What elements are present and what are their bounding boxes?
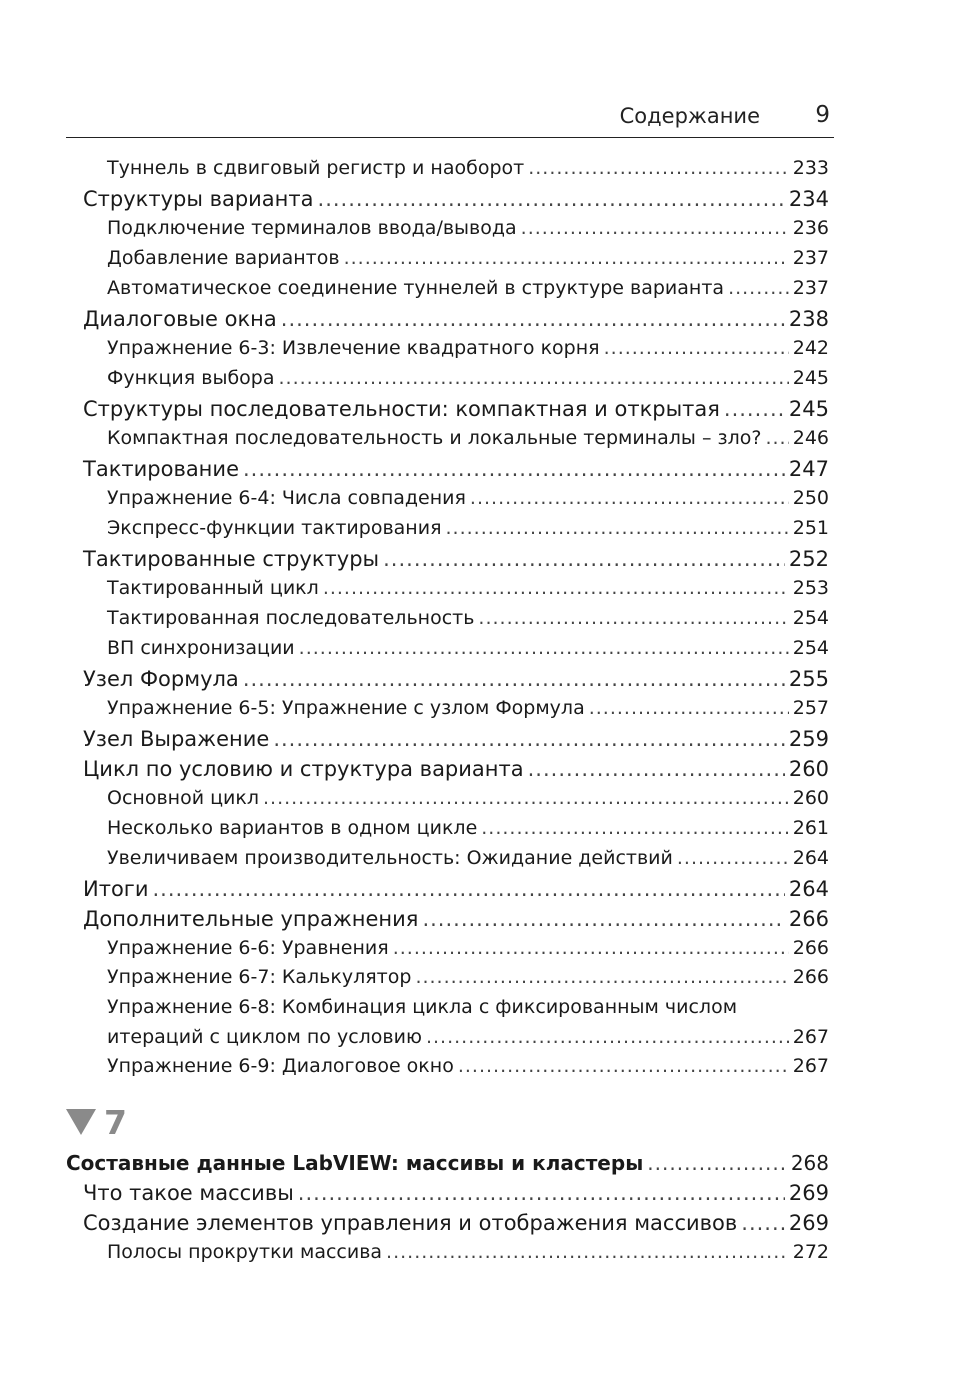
toc-entry-title: Полосы прокрутки массива [107, 1241, 383, 1263]
toc-entry-title: Упражнение 6-5: Упражнение с узлом Формула [107, 697, 585, 719]
toc-entry[interactable] [83, 187, 829, 211]
toc-row [0, 996, 975, 1026]
toc-entry-page: 246 [792, 427, 829, 449]
toc-entry-page: 250 [792, 487, 829, 509]
toc-row [0, 607, 975, 637]
toc-entry[interactable] [107, 787, 829, 809]
leader-dots [446, 517, 789, 539]
toc-row [0, 577, 975, 607]
toc-row [0, 187, 975, 217]
toc-row [0, 1241, 975, 1271]
toc-entry-title: Узел Формула [83, 667, 239, 691]
toc-entry[interactable] [83, 1211, 829, 1235]
toc-entry-title: итераций с циклом по условию [107, 1026, 422, 1048]
page-number: 9 [815, 102, 830, 128]
leader-dots [458, 1055, 789, 1077]
toc-row [0, 787, 975, 817]
toc-entry[interactable] [107, 966, 829, 988]
toc-entry[interactable] [107, 1055, 829, 1077]
toc-entry[interactable] [83, 907, 829, 931]
toc-entry-page: 264 [788, 877, 829, 901]
toc-entry[interactable] [83, 727, 829, 751]
toc-row [0, 487, 975, 517]
toc-entry-page: 236 [792, 217, 829, 239]
leader-dots [765, 427, 788, 449]
toc-row [0, 457, 975, 487]
toc-entry[interactable] [107, 607, 829, 629]
leader-dots [528, 157, 789, 179]
toc-entry-title: Упражнение 6-7: Калькулятор [107, 966, 412, 988]
leader-dots [728, 277, 789, 299]
toc-entry-page: 261 [792, 817, 829, 839]
toc-row [0, 847, 975, 877]
leader-dots [647, 1151, 787, 1175]
leader-dots [589, 697, 789, 719]
toc-entry-page: 251 [792, 517, 829, 539]
toc-entry-page: 247 [788, 457, 829, 481]
leader-dots [470, 487, 789, 509]
toc-entry[interactable] [107, 1241, 829, 1263]
toc-entry-page: 245 [788, 397, 829, 421]
toc-entry-title: Что такое массивы [83, 1181, 294, 1205]
toc-entry-title: Функция выбора [107, 367, 275, 389]
leader-dots [422, 907, 784, 931]
toc-entry[interactable] [83, 877, 829, 901]
toc-entry-page: 245 [792, 367, 829, 389]
toc-entry-page: 260 [788, 757, 829, 781]
toc-entry-page: 269 [788, 1211, 829, 1235]
toc-row [0, 667, 975, 697]
toc-entry-title: Добавление вариантов [107, 247, 340, 269]
toc-entry-page: 266 [792, 937, 829, 959]
leader-dots [604, 337, 789, 359]
toc-entry-title: Автоматическое соединение туннелей в структуре варианта [107, 277, 725, 299]
leader-dots [281, 307, 785, 331]
toc-entry-title: Основной цикл [107, 787, 259, 809]
toc-entry[interactable] [107, 157, 829, 179]
toc-entry[interactable] [107, 847, 829, 869]
toc-entry-title: Тактирование [83, 457, 239, 481]
toc-entry-title: Цикл по условию и структура варианта [83, 757, 524, 781]
toc-row [0, 367, 975, 397]
toc-entry-page: 267 [792, 1055, 829, 1077]
toc-entry-title: Упражнение 6-3: Извлечение квадратного корня [107, 337, 600, 359]
toc-row [0, 1181, 975, 1211]
running-header-title: Содержание [619, 104, 760, 128]
leader-dots [386, 1241, 789, 1263]
toc-entry-page: 254 [792, 607, 829, 629]
toc-entry-title: Увеличиваем производительность: Ожидание действий [107, 847, 673, 869]
toc-row [0, 1211, 975, 1241]
leader-dots [481, 817, 788, 839]
toc-entry[interactable] [107, 367, 829, 389]
toc-entry[interactable] [107, 577, 829, 599]
toc-entry-title: Подключение терминалов ввода/вывода [107, 217, 517, 239]
toc-row [0, 1026, 975, 1056]
toc-entry-page: 259 [788, 727, 829, 751]
leader-dots [344, 247, 789, 269]
toc-row [0, 337, 975, 367]
toc-entry-page: 269 [788, 1181, 829, 1205]
toc-row [0, 637, 975, 667]
toc-row [0, 307, 975, 337]
toc-entry-page: 267 [792, 1026, 829, 1048]
toc-entry-page: 233 [792, 157, 829, 179]
toc-entry[interactable] [83, 307, 829, 331]
toc-entry-title: Тактированная последовательность [107, 607, 475, 629]
toc-entry[interactable] [107, 817, 829, 839]
toc-entry-title: Узел Выражение [83, 727, 270, 751]
leader-dots [521, 217, 789, 239]
toc-entry-page: 252 [788, 547, 829, 571]
toc-entry-title: Упражнение 6-9: Диалоговое окно [107, 1055, 454, 1077]
toc-entry[interactable] [83, 1181, 829, 1205]
leader-dots [724, 397, 785, 421]
leader-dots [323, 577, 789, 599]
leader-dots [299, 637, 789, 659]
toc-entry-page: 254 [792, 637, 829, 659]
toc-row [0, 907, 975, 937]
toc-entry[interactable] [107, 337, 829, 359]
leader-dots [383, 547, 785, 571]
toc-entry-page: 257 [792, 697, 829, 719]
toc-entry[interactable] [83, 667, 829, 691]
toc-entry[interactable] [107, 427, 829, 449]
toc-entry[interactable] [107, 937, 829, 959]
chapter-number: 7 [104, 1102, 127, 1142]
leader-dots [393, 937, 789, 959]
leader-dots [528, 757, 785, 781]
toc-row [0, 217, 975, 247]
toc-entry[interactable] [83, 757, 829, 781]
toc-row [0, 757, 975, 787]
leader-dots [298, 1181, 785, 1205]
toc-entry-title: Структуры варианта [83, 187, 314, 211]
toc-chapter-title: Составные данные LabVIEW: массивы и кластеры [66, 1151, 644, 1175]
toc-entry-page: 264 [792, 847, 829, 869]
toc-row [0, 247, 975, 277]
toc-row [0, 966, 975, 996]
toc-entry-page: 255 [788, 667, 829, 691]
toc-entry-page: 266 [792, 966, 829, 988]
toc-entry-title: Тактированный цикл [107, 577, 319, 599]
leader-dots [318, 187, 785, 211]
toc-entry-page: 253 [792, 577, 829, 599]
leader-dots [279, 367, 789, 389]
leader-dots [152, 877, 784, 901]
toc-entry-title-line1[interactable]: Упражнение 6-8: Комбинация цикла с фиксированным числом [107, 996, 738, 1018]
toc-row [0, 937, 975, 967]
toc-entry-page: 237 [792, 277, 829, 299]
toc-entry-page: 272 [792, 1241, 829, 1263]
toc-entry[interactable] [83, 547, 829, 571]
chapter-marker [66, 1102, 127, 1142]
toc-entry-title: Компактная последовательность и локальные терминалы – зло? [107, 427, 762, 449]
toc-chapter-entry[interactable] [66, 1151, 829, 1175]
toc-entry-title: Упражнение 6-6: Уравнения [107, 937, 389, 959]
toc-row [0, 1151, 975, 1181]
toc-entry-page: 242 [792, 337, 829, 359]
toc-row [0, 427, 975, 457]
toc-row [0, 1055, 975, 1085]
toc-row [0, 877, 975, 907]
toc-entry[interactable] [107, 217, 829, 239]
toc-entry-title: Упражнение 6-4: Числа совпадения [107, 487, 466, 509]
toc-entry-title: ВП синхронизации [107, 637, 295, 659]
toc-row [0, 547, 975, 577]
toc-row [0, 157, 975, 187]
leader-dots [243, 457, 785, 481]
leader-dots [243, 667, 785, 691]
toc-entry-page: 237 [792, 247, 829, 269]
toc-entry-title: Диалоговые окна [83, 307, 277, 331]
toc-row [0, 727, 975, 757]
toc-entry-page: 234 [788, 187, 829, 211]
toc-entry[interactable] [107, 277, 829, 299]
toc-entry[interactable] [107, 247, 829, 269]
leader-dots [263, 787, 789, 809]
toc-row [0, 397, 975, 427]
toc-row [0, 517, 975, 547]
toc-row [0, 817, 975, 847]
toc-entry[interactable] [107, 637, 829, 659]
toc-entry-title: Тактированные структуры [83, 547, 380, 571]
toc-entry-title: Туннель в сдвиговый регистр и наоборот [107, 157, 525, 179]
toc-entry-title: Дополнительные упражнения [83, 907, 419, 931]
toc-entry-title: Создание элементов управления и отображения массивов [83, 1211, 738, 1235]
running-header [66, 100, 834, 138]
toc-entry[interactable] [107, 487, 829, 509]
chapter-triangle-icon [66, 1109, 96, 1135]
leader-dots [741, 1211, 785, 1235]
toc-entry-page: 238 [788, 307, 829, 331]
toc-entry[interactable] [83, 397, 829, 421]
toc-entry-title: Итоги [83, 877, 149, 901]
toc-entry-title: Структуры последовательности: компактная и открытая [83, 397, 720, 421]
leader-dots [677, 847, 789, 869]
toc-entry-title: Несколько вариантов в одном цикле [107, 817, 478, 839]
toc-entry-page: 268 [790, 1151, 829, 1175]
toc-row [0, 277, 975, 307]
toc-row [0, 697, 975, 727]
leader-dots [478, 607, 788, 629]
toc-entry[interactable] [107, 697, 829, 719]
leader-dots [426, 1026, 789, 1048]
leader-dots [415, 966, 788, 988]
toc-entry[interactable] [107, 1026, 829, 1048]
toc-entry-page: 266 [788, 907, 829, 931]
toc-entry[interactable] [107, 517, 829, 539]
toc-entry-title: Экспресс-функции тактирования [107, 517, 442, 539]
toc-entry[interactable] [83, 457, 829, 481]
toc-entry-page: 260 [792, 787, 829, 809]
leader-dots [273, 727, 785, 751]
